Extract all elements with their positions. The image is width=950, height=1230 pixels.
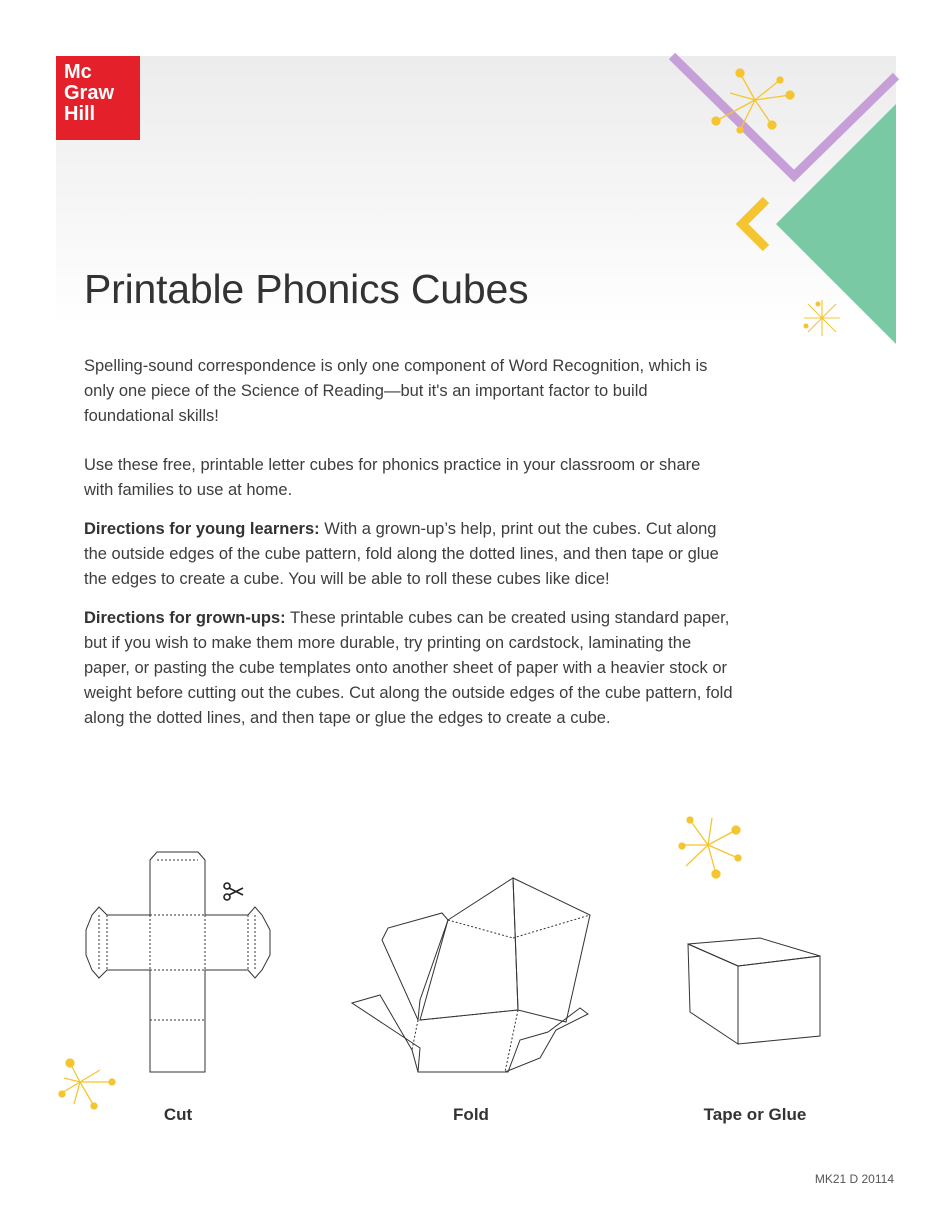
directions-young-learners [84,517,734,592]
directions-young-text: With a grown-up’s help, print out the cubes. Cut along the outside edges of the cube pattern, fold along the dotted lines, and then tape or glue the edges to create a cube. You will be able to roll these cubes like dice! [84,520,719,588]
directions-grownups-text: These printable cubes can be created using standard paper, but if you wish to make them more durable, try printing on cardstock, laminating the paper, or pasting the cube templates onto another sheet of paper with a heavier stock or weight before cutting out the cubes. Cut along the outside edges of the cube pattern, fold along the dotted lines, and then tape or glue the edges to create a cube. [84,609,733,727]
directions-grownups-label: Directions for grown-ups: [84,609,286,627]
directions-young-label: Directions for young learners: [84,520,320,538]
intro-paragraph-1: Spelling-sound correspondence is only one component of Word Recognition, which is only one piece of the Science of Reading—but it's an important factor to build foundational skills! [84,357,708,425]
scissors-icon [224,883,243,900]
document-code: MK21 D 20114 [814,1172,894,1186]
folded-cube-drawing [352,878,590,1072]
intro-paragraph-2: Use these free, printable letter cubes for phonics practice in your classroom or share with families to use at home. [84,456,701,499]
logo-line-1: Mc [64,61,92,83]
sparkle-icon [679,817,741,878]
step-caption-cut: Cut [163,1105,193,1124]
step-caption-tape-or-glue: Tape or Glue [703,1105,807,1124]
logo-line-3: Hill [64,103,96,125]
sparkle-icon [59,1059,115,1109]
mcgraw-hill-logo [56,56,140,140]
logo-line-2: Graw [64,82,115,104]
body-text [84,354,734,755]
cube-drawing [688,938,820,1044]
cube-net-drawing [86,852,270,1072]
directions-grownups [84,606,734,731]
step-caption-fold: Fold [453,1105,489,1124]
page-title: Printable Phonics Cubes [84,266,529,312]
